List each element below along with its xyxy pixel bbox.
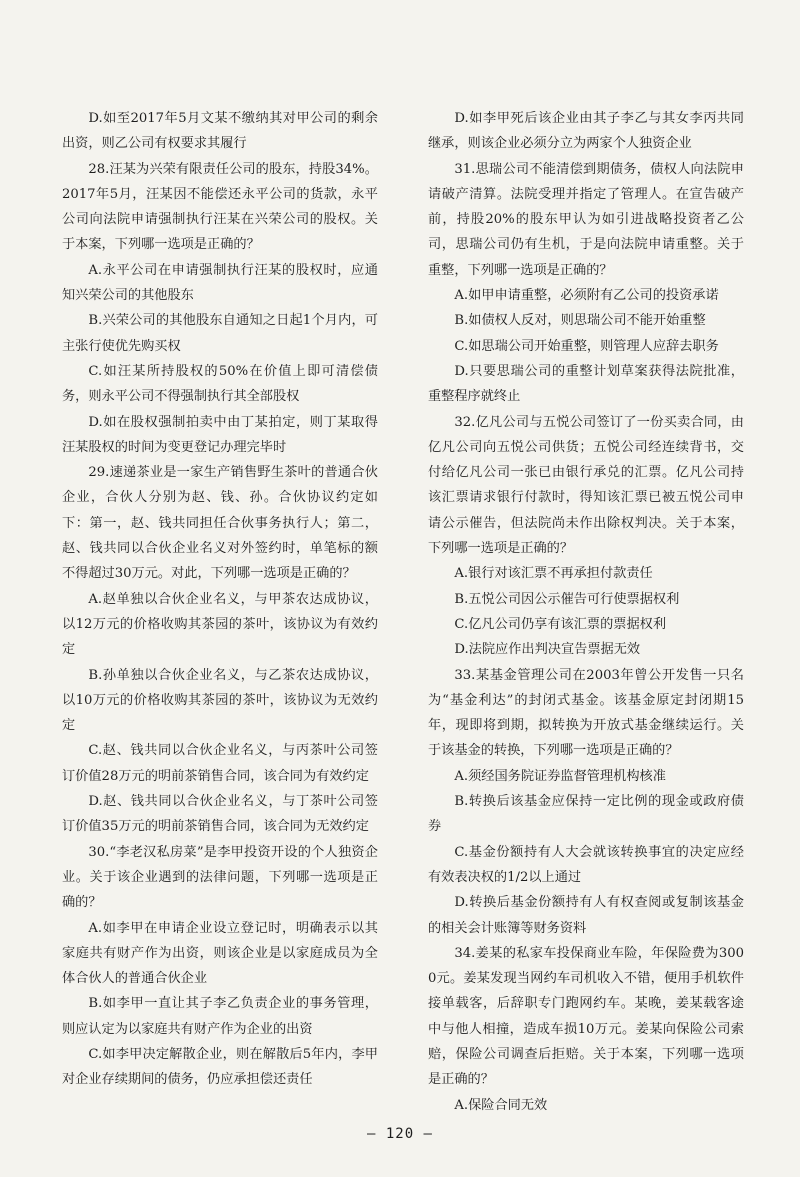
answer-option: A.银行对该汇票不再承担付款责任 <box>454 566 653 582</box>
answer-option: C.如李甲决定解散企业，则在解散后5年内，李甲对企业存续期间的债务，仍应承担偿还责任 <box>62 1046 378 1088</box>
question-stem: 33.某基金管理公司在2003年曾公开发售一只名为“基金利达”的封闭式基金。该基金原定封闭期15年，现即将到期，拟转换为开放式基金继续运行。关于该基金的转换，下列哪一选项是正确的？ <box>428 667 744 759</box>
answer-option: B.如债权人反对，则思瑞公司不能开始重整 <box>454 313 706 329</box>
answer-option: C.赵、钱共同以合伙企业名义，与丙茶叶公司签订价值28万元的明前茶销售合同，该合同为有效约定 <box>62 743 378 784</box>
answer-option: D.法院应作出判决宣告票据无效 <box>454 642 641 658</box>
right-column <box>428 106 744 1118</box>
question-stem: 32.亿凡公司与五悦公司签订了一份买卖合同，由亿凡公司向五悦公司供货；五悦公司经连续背书，交付给亿凡公司一张已由银行承兑的汇票。亿凡公司持该汇票请求银行付款时，得知该汇票已被五悦公司申请公示催告，但法院尚未作出除权判决。关于本案，下列哪一选项是正确的？ <box>428 414 744 557</box>
answer-option: B.如李甲一直让其子李乙负责企业的事务管理，则应认定为以家庭共有财产作为企业的出资 <box>62 996 378 1037</box>
question-stem: 34.姜某的私家车投保商业车险，年保险费为3000元。姜某发现当网约车司机收入不错，便用手机软件接单载客，后辞职专门跑网约车。某晚，姜某载客途中与他人相撞，造成车损10万元。姜某向保险公司索赔，保险公司调查后拒赔。关于本案，下列哪一选项是正确的？ <box>428 945 744 1088</box>
answer-option: A.永平公司在申请强制执行汪某的股权时，应通知兴荣公司的其他股东 <box>62 262 378 304</box>
answer-option: B.孙单独以合伙企业名义，与乙茶农达成协议，以10万元的价格收购其茶园的茶叶，该协议为无效约定 <box>62 667 378 734</box>
question-stem: 30.“李老汉私房菜”是李甲投资开设的个人独资企业。关于该企业遇到的法律问题，下列哪一选项是正确的？ <box>62 844 378 911</box>
answer-option: B.五悦公司因公示催告可行使票据权利 <box>454 591 680 607</box>
page-number: — 120 — <box>366 1126 433 1142</box>
answer-option: A.如甲申请重整，必须附有乙公司的投资承诺 <box>454 288 719 304</box>
question-stem: 29.速递茶业是一家生产销售野生茶叶的普通合伙企业，合伙人分别为赵、钱、孙。合伙协议约定如下：第一，赵、钱共同担任合伙事务执行人；第二，赵、钱共同以合伙企业名义对外签约时，单笔标的额不得超过30万元。对此，下列哪一选项是正确的？ <box>62 465 378 582</box>
answer-option: A.保险合同无效 <box>454 1097 548 1113</box>
left-column <box>62 106 378 1093</box>
answer-option: C.如思瑞公司开始重整，则管理人应辞去职务 <box>454 338 719 354</box>
answer-option: B.兴荣公司的其他股东自通知之日起1个月内，可主张行使优先购买权 <box>62 313 378 354</box>
question-stem: 31.思瑞公司不能清偿到期债务，债权人向法院申请破产清算。法院受理并指定了管理人。在宣告破产前，持股20%的股东甲认为如引进战略投资者乙公司，思瑞公司仍有生机，于是向法院申请重整。关于重整，下列哪一选项是正确的？ <box>428 161 744 278</box>
answer-option: D.如在股权强制拍卖中由丁某拍定，则丁某取得汪某股权的时间为变更登记办理完毕时 <box>62 414 378 455</box>
answer-option: C.基金份额持有人大会就该转换事宜的决定应经有效表决权的1/2以上通过 <box>428 844 744 885</box>
answer-option: C.亿凡公司仍享有该汇票的票据权利 <box>454 616 667 632</box>
answer-option: C.如汪某所持股权的50%在价值上即可清偿债务，则永平公司不得强制执行其全部股权 <box>62 363 378 405</box>
answer-option: D.转换后基金份额持有人有权查阅或复制该基金的相关会计账簿等财务资料 <box>428 895 744 936</box>
answer-option: A.赵单独以合伙企业名义，与甲茶农达成协议，以12万元的价格收购其茶园的茶叶，该协议为有效约定 <box>62 591 378 658</box>
answer-option: D.赵、钱共同以合伙企业名义，与丁茶叶公司签订价值35万元的明前茶销售合同，该合同为无效约定 <box>62 794 378 835</box>
answer-option: D.如至2017年5月文某不缴纳其对甲公司的剩余出资，则乙公司有权要求其履行 <box>62 111 378 152</box>
answer-option: A.如李甲在申请企业设立登记时，明确表示以其家庭共有财产作为出资，则该企业是以家庭成员为全体合伙人的普通合伙企业 <box>62 920 378 987</box>
answer-option: D.如李甲死后该企业由其子李乙与其女李丙共同继承，则该企业必须分立为两家个人独资企业 <box>428 111 744 152</box>
answer-option: A.须经国务院证券监督管理机构核准 <box>454 768 666 784</box>
answer-option: D.只要思瑞公司的重整计划草案获得法院批准，重整程序就终止 <box>428 363 744 405</box>
question-stem: 28.汪某为兴荣有限责任公司的股东，持股34%。2017年5月，汪某因不能偿还永平公司的货款，永平公司向法院申请强制执行汪某在兴荣公司的股权。关于本案，下列哪一选项是正确的？ <box>62 161 378 253</box>
answer-option: B.转换后该基金应保持一定比例的现金或政府债券 <box>428 794 744 835</box>
